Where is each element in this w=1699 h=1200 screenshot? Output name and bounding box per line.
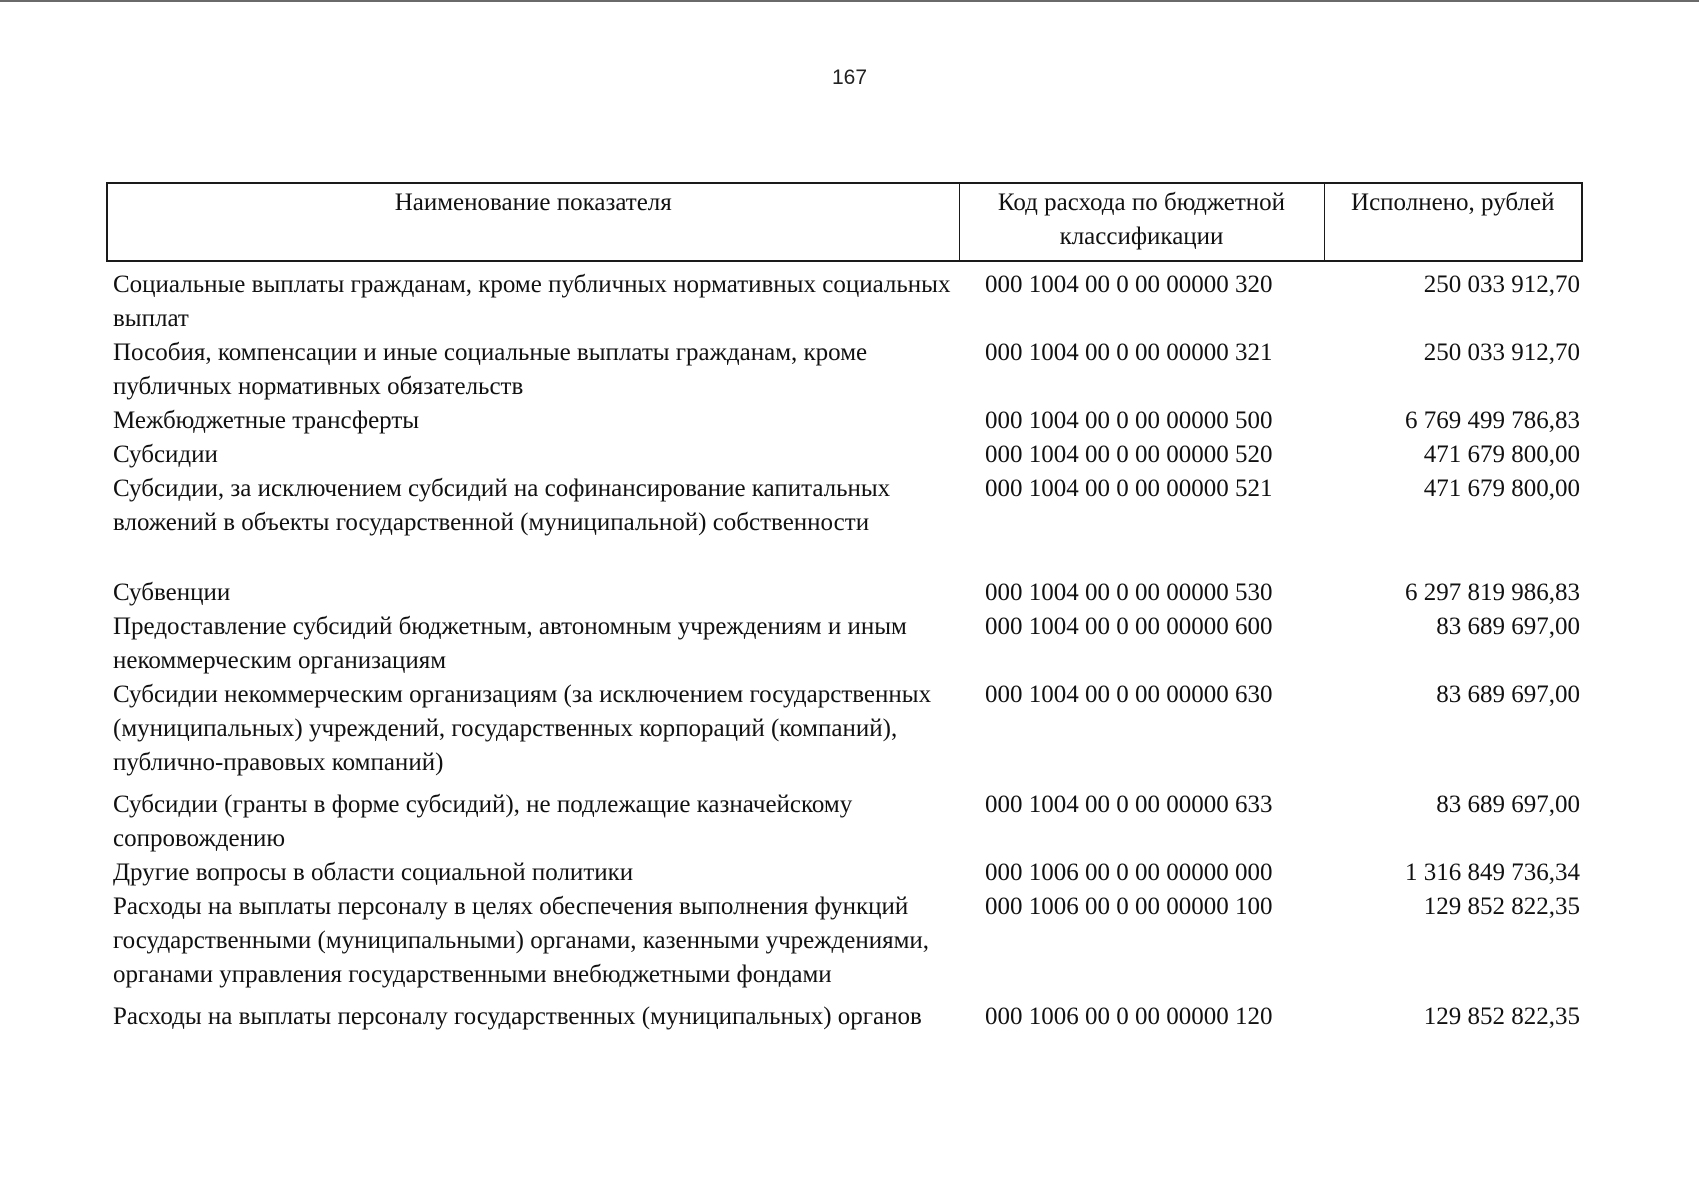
- row-budget-code: 000 1004 00 0 00 00000 500: [985, 407, 1273, 434]
- table-row: [107, 1000, 1582, 1034]
- table-row: [107, 890, 1582, 1000]
- page-top-edge: [0, 0, 1699, 2]
- header-budget-code: Код расхода по бюджетной классификации: [959, 183, 1324, 261]
- row-executed-amount: 471 679 800,00: [1423, 441, 1580, 468]
- row-indicator-name: Социальные выплаты гражданам, кроме публичных нормативных социальных выплат: [113, 271, 951, 332]
- page-number: 167: [831, 66, 868, 89]
- row-indicator-name: Расходы на выплаты персоналу государственных (муниципальных) органов: [113, 1003, 922, 1030]
- table-row: [107, 404, 1582, 438]
- row-executed-amount: 83 689 697,00: [1436, 791, 1580, 818]
- row-budget-code: 000 1004 00 0 00 00000 630: [985, 681, 1273, 708]
- row-budget-code: 000 1004 00 0 00 00000 320: [985, 271, 1273, 298]
- row-indicator-name: Субсидии: [113, 441, 218, 468]
- table-row: [107, 788, 1582, 856]
- row-executed-amount: 250 033 912,70: [1423, 271, 1580, 298]
- row-executed-amount: 83 689 697,00: [1436, 613, 1580, 640]
- row-indicator-name: Расходы на выплаты персоналу в целях обеспечения выполнения функций государственными (муниципальными) органами, казенными учреждениями, органами управления государственными внебюджетными фондами: [113, 893, 930, 988]
- row-budget-code: 000 1006 00 0 00 00000 120: [985, 1003, 1273, 1030]
- row-executed-amount: 250 033 912,70: [1423, 339, 1580, 366]
- row-indicator-name: Другие вопросы в области социальной политики: [113, 859, 634, 886]
- row-indicator-name: Пособия, компенсации и иные социальные выплаты гражданам, кроме публичных нормативных обязательств: [113, 339, 868, 400]
- row-budget-code: 000 1006 00 0 00 00000 100: [985, 893, 1273, 920]
- budget-expenditure-table: [106, 182, 1583, 1034]
- table-row: [107, 438, 1582, 472]
- row-executed-amount: 129 852 822,35: [1423, 893, 1580, 920]
- table-row: [107, 576, 1582, 610]
- row-indicator-name: Субсидии некоммерческим организациям (за исключением государственных (муниципальных) учреждений, государственных корпораций (компаний), публично-правовых компаний): [113, 681, 932, 776]
- table-row: [107, 856, 1582, 890]
- row-executed-amount: 471 679 800,00: [1423, 475, 1580, 502]
- table-row: [107, 261, 1582, 336]
- table-header-row: [107, 183, 1582, 261]
- table-row: [107, 610, 1582, 678]
- row-executed-amount: 6 297 819 986,83: [1405, 579, 1580, 606]
- row-executed-amount: 83 689 697,00: [1436, 681, 1580, 708]
- row-indicator-name: Субсидии (гранты в форме субсидий), не подлежащие казначейскому сопровождению: [113, 791, 853, 852]
- row-indicator-name: Субсидии, за исключением субсидий на софинансирование капитальных вложений в объекты государственной (муниципальной) собственности: [113, 475, 891, 536]
- header-indicator-name: Наименование показателя: [107, 183, 959, 261]
- row-executed-amount: 6 769 499 786,83: [1405, 407, 1580, 434]
- row-budget-code: 000 1004 00 0 00 00000 633: [985, 791, 1273, 818]
- row-budget-code: 000 1004 00 0 00 00000 600: [985, 613, 1273, 640]
- row-executed-amount: 129 852 822,35: [1423, 1003, 1580, 1030]
- row-budget-code: 000 1006 00 0 00 00000 000: [985, 859, 1273, 886]
- row-indicator-name: Субвенции: [113, 579, 231, 606]
- header-executed-amount: Исполнено, рублей: [1324, 183, 1582, 261]
- table-row: [107, 472, 1582, 576]
- row-executed-amount: 1 316 849 736,34: [1405, 859, 1580, 886]
- row-budget-code: 000 1004 00 0 00 00000 530: [985, 579, 1273, 606]
- row-indicator-name: Межбюджетные трансферты: [113, 407, 420, 434]
- row-indicator-name: Предоставление субсидий бюджетным, автономным учреждениям и иным некоммерческим организациям: [113, 613, 907, 674]
- row-budget-code: 000 1004 00 0 00 00000 520: [985, 441, 1273, 468]
- row-budget-code: 000 1004 00 0 00 00000 521: [985, 475, 1273, 502]
- table-row: [107, 678, 1582, 788]
- table-row: [107, 336, 1582, 404]
- row-budget-code: 000 1004 00 0 00 00000 321: [985, 339, 1273, 366]
